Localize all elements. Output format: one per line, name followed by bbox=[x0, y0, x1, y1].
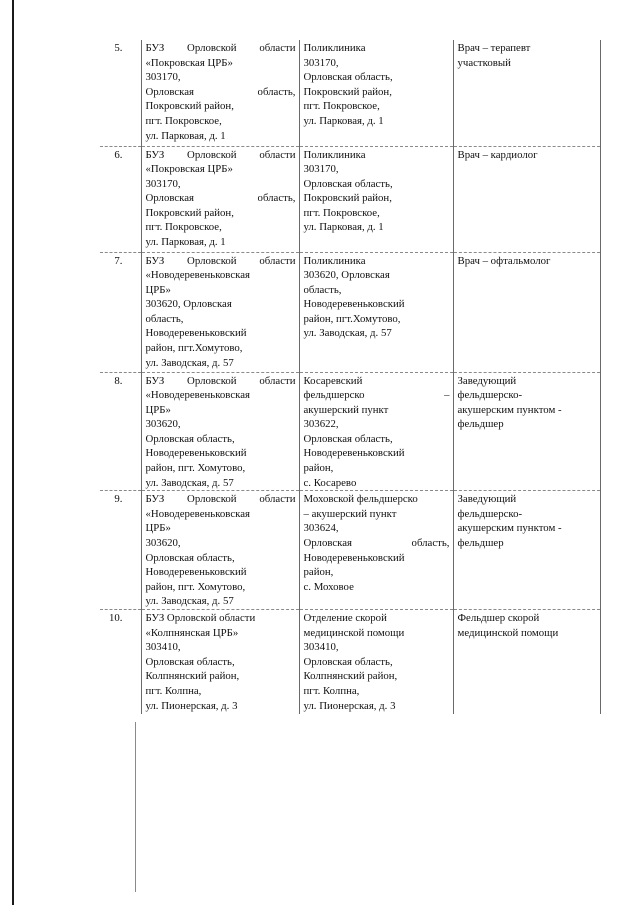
row-number: 7. bbox=[100, 252, 141, 372]
position-cell: Заведующий фельдшерско- акушерским пунктом - фельдшер bbox=[453, 372, 600, 491]
table-row bbox=[100, 610, 600, 714]
organization-cell: БУЗ Орловской области «Покровская ЦРБ» 303170, Орловская область, Покровский район, пгт. Покровское, ул. Парковая, д. 1 bbox=[141, 40, 299, 146]
table-row bbox=[100, 146, 600, 252]
unit-cell: Поликлиника 303170, Орловская область, Покровский район, пгт. Покровское, ул. Парковая, д. 1 bbox=[299, 40, 453, 146]
table-row bbox=[100, 372, 600, 491]
position-cell: Заведующий фельдшерско- акушерским пунктом - фельдшер bbox=[453, 491, 600, 610]
row-number: 10. bbox=[100, 610, 141, 714]
organization-cell: БУЗ Орловской области «Новодеревеньковская ЦРБ» 303620, Орловская область, Новодеревеньковский район, пгт. Хомутово, ул. Заводская, д. 57 bbox=[141, 491, 299, 610]
scan-edge-line bbox=[12, 0, 14, 905]
organization-cell: БУЗ Орловской области «Колпнянская ЦРБ» 303410, Орловская область, Колпнянский район, пгт. Колпна, ул. Пионерская, д. 3 bbox=[141, 610, 299, 714]
row-number: 5. bbox=[114, 42, 123, 54]
organization-cell: БУЗ Орловской области «Новодеревеньковская ЦРБ» 303620, Орловская область, Новодеревеньковский район, пгт.Хомутово, ул. Заводская, д. 57 bbox=[141, 252, 299, 372]
row-number: 6. bbox=[100, 146, 141, 252]
organization-cell: БУЗ Орловской области «Новодеревеньковская ЦРБ» 303620, Орловская область, Новодеревеньковский район, пгт. Хомутово, ул. Заводская, д. 57 bbox=[141, 372, 299, 491]
unit-cell: Косаревский фельдшерско – акушерский пункт 303622, Орловская область, Новодеревеньковский район, с. Косарево bbox=[299, 372, 453, 491]
table-row bbox=[100, 40, 600, 146]
unit-cell: Поликлиника 303620, Орловская область, Новодеревеньковский район, пгт.Хомутово, ул. Заводская, д. 57 bbox=[299, 252, 453, 372]
position-cell: Фельдшер скорой медицинской помощи bbox=[453, 610, 600, 714]
unit-cell: Моховской фельдшерско – акушерский пункт 303624, Орловская область, Новодеревеньковский район, с. Моховое bbox=[299, 491, 453, 610]
unit-cell: Поликлиника 303170, Орловская область, Покровский район, пгт. Покровское, ул. Парковая, д. 1 bbox=[299, 146, 453, 252]
table-column-continuation bbox=[135, 722, 136, 892]
position-cell: Врач – кардиолог bbox=[453, 146, 600, 252]
position-cell: Врач – терапевт участковый bbox=[453, 40, 600, 146]
unit-cell: Отделение скорой медицинской помощи 303410, Орловская область, Колпнянский район, пгт. Колпна, ул. Пионерская, д. 3 bbox=[299, 610, 453, 714]
organization-cell: БУЗ Орловской области «Покровская ЦРБ» 303170, Орловская область, Покровский район, пгт. Покровское, ул. Парковая, д. 1 bbox=[141, 146, 299, 252]
row-number: 9. bbox=[100, 491, 141, 610]
table-row bbox=[100, 491, 600, 610]
position-cell: Врач – офтальмолог bbox=[453, 252, 600, 372]
row-number: 8. bbox=[100, 372, 141, 491]
table-row bbox=[100, 252, 600, 372]
positions-table bbox=[100, 40, 601, 714]
